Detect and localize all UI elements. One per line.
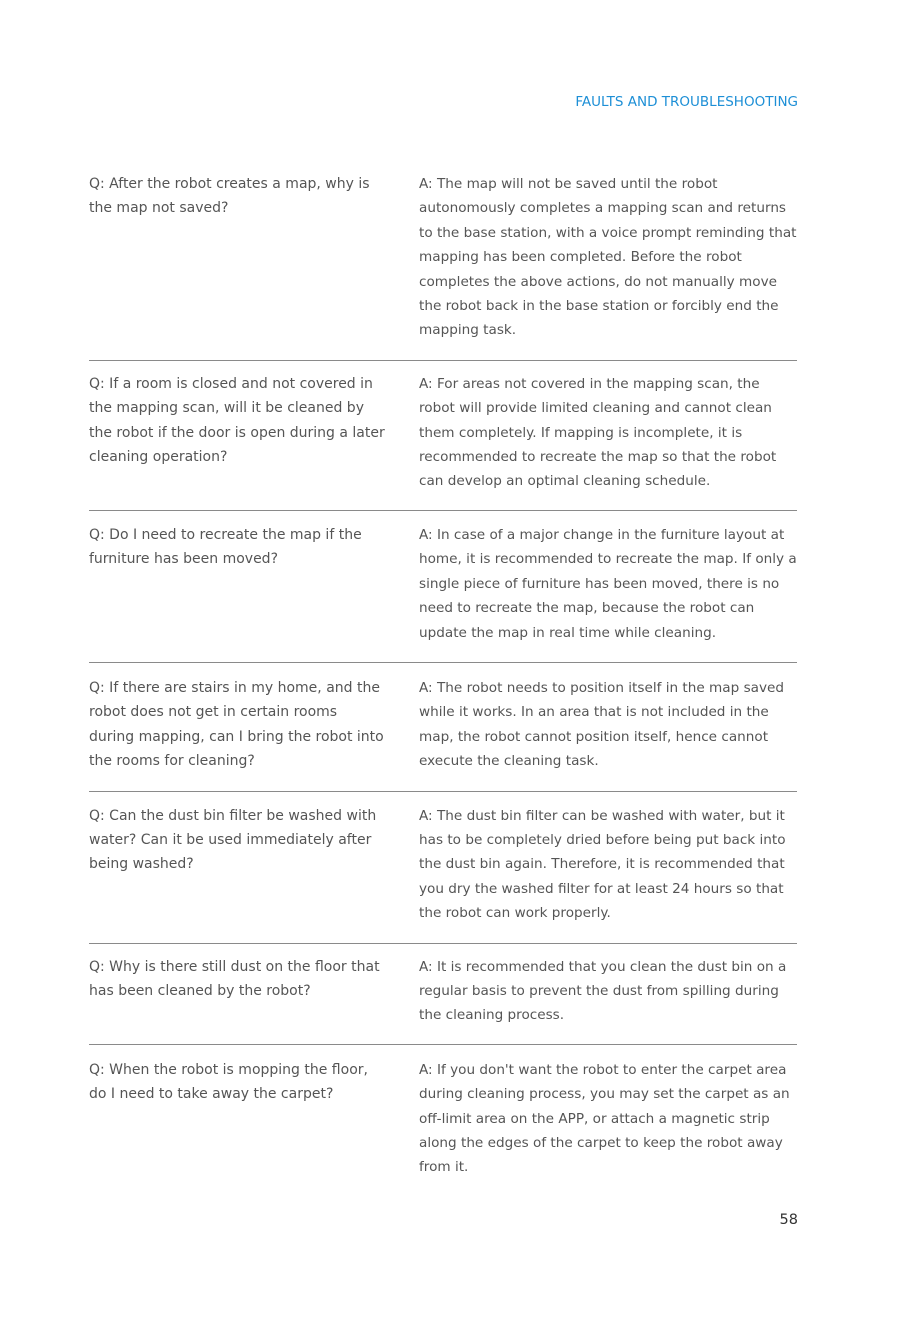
faq-question: Q: If a room is closed and not covered in the mapping scan, will it be cleaned by the robot if the door is open during a later cleaning operation? [89,375,385,466]
faq-item [89,361,797,511]
faq-list [89,172,797,1180]
faq-question: Q: Do I need to recreate the map if the furniture has been moved? [89,526,362,568]
section-header: FAULTS AND TROUBLESHOOTING [575,94,798,110]
faq-item [89,172,797,361]
page-number: 58 [779,1212,798,1228]
faq-item [89,792,797,944]
faq-question: Q: When the robot is mopping the floor, do I need to take away the carpet? [89,1061,368,1103]
faq-answer: A: For areas not covered in the mapping scan, the robot will provide limited cleaning and cannot clean them completely. If mapping is incomplete, it is recommended to recreate the map so that the robot can develop an optimal cleaning schedule. [419,375,777,490]
faq-answer: A: The robot needs to position itself in the map saved while it works. In an area that is not included in the map, the robot cannot position itself, hence cannot execute the cleaning task. [419,679,785,770]
faq-answer: A: The map will not be saved until the robot autonomously completes a mapping scan and returns to the base station, with a voice prompt reminding that mapping has been completed. Before the robot completes the above actions, do not manually move the robot back in the base station or forcibly end the mapping task. [419,176,797,339]
faq-answer: A: The dust bin filter can be washed with water, but it has to be completely dried before being put back into the dust bin again. Therefore, it is recommended that you dry the washed filter for at least 24 hours so that the robot can work properly. [419,807,786,922]
faq-item [89,944,797,1045]
faq-item [89,511,797,663]
faq-question: Q: After the robot creates a map, why is the map not saved? [89,176,370,217]
faq-item [89,1045,797,1180]
faq-question: Q: Can the dust bin filter be washed with water? Can it be used immediately after being washed? [89,807,377,873]
faq-answer: A: In case of a major change in the furniture layout at home, it is recommended to recreate the map. If only a single piece of furniture has been moved, there is no need to recreate the map, because the robot can update the map in real time while cleaning. [419,526,797,641]
faq-item [89,663,797,792]
faq-question: Q: Why is there still dust on the floor that has been cleaned by the robot? [89,958,380,999]
faq-question: Q: If there are stairs in my home, and the robot does not get in certain rooms during mapping, can I bring the robot into the rooms for cleaning? [89,679,384,770]
faq-answer: A: If you don't want the robot to enter the carpet area during cleaning process, you may set the carpet as an off-limit area on the APP, or attach a magnetic strip along the edges of the carpet to keep the robot away from it. [419,1061,790,1176]
faq-answer: A: It is recommended that you clean the dust bin on a regular basis to prevent the dust from spilling during the cleaning process. [419,958,787,1024]
